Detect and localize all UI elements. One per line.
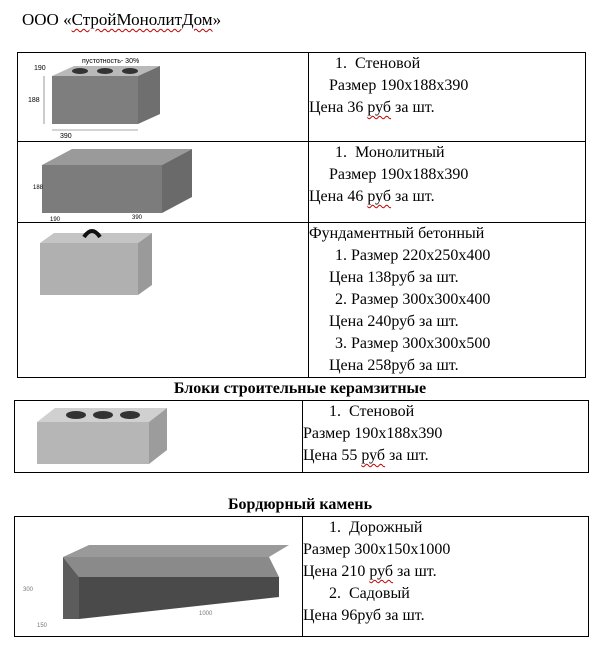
- svg-text:190: 190: [34, 65, 46, 72]
- hollow-block-image: [18, 53, 309, 142]
- svg-text:1000: 1000: [199, 611, 213, 617]
- claydite-wall-block-description: 1. Стеновой Размер 190х188х390 Цена 55 руб за шт.: [303, 401, 589, 473]
- svg-text:пустотность- 30%: пустотность- 30%: [82, 58, 140, 65]
- svg-text:188: 188: [28, 97, 40, 104]
- company-name: ООО «СтройМонолитДом»: [22, 10, 222, 29]
- solid-block-image: [18, 142, 309, 223]
- table-row: [18, 142, 586, 223]
- curb-stone-image: [15, 517, 303, 637]
- curb-stone-description: 1. Дорожный Размер 300х150х1000 Цена 210 руб за шт. 2. Садовый Цена 96руб за шт.: [303, 517, 589, 637]
- svg-text:300: 300: [23, 587, 34, 593]
- curb-stone-table: [14, 516, 589, 637]
- table-row: [18, 223, 586, 378]
- svg-text:150: 150: [37, 623, 48, 629]
- svg-text:390: 390: [60, 133, 72, 140]
- claydite-block-image: [15, 401, 303, 473]
- claydite-blocks-table: [14, 400, 589, 473]
- concrete-blocks-table: [17, 52, 586, 378]
- monolithic-block-description: 1. Монолитный Размер 190х188х390 Цена 46 руб за шт.: [309, 142, 586, 223]
- foundation-block-image: [18, 223, 309, 378]
- claydite-blocks-heading: Блоки строительные керамзитные: [173, 380, 427, 397]
- svg-text:390: 390: [132, 215, 143, 221]
- table-row: [15, 401, 589, 473]
- table-row: [15, 517, 589, 637]
- wall-block-description: 1. Стеновой Размер 190х188х390 Цена 36 руб за шт.: [309, 53, 586, 142]
- svg-text:188: 188: [33, 185, 44, 191]
- curb-stone-heading: Бордюрный камень: [227, 496, 373, 513]
- table-row: [18, 53, 586, 142]
- svg-text:190: 190: [50, 217, 61, 221]
- foundation-block-description: Фундаментный бетонный 1. Размер 220х250х400 Цена 138руб за шт. 2. Размер 300х300х400 Цена 240руб за шт. 3. Размер 300х300х500 Цена 258руб за шт.: [309, 223, 586, 378]
